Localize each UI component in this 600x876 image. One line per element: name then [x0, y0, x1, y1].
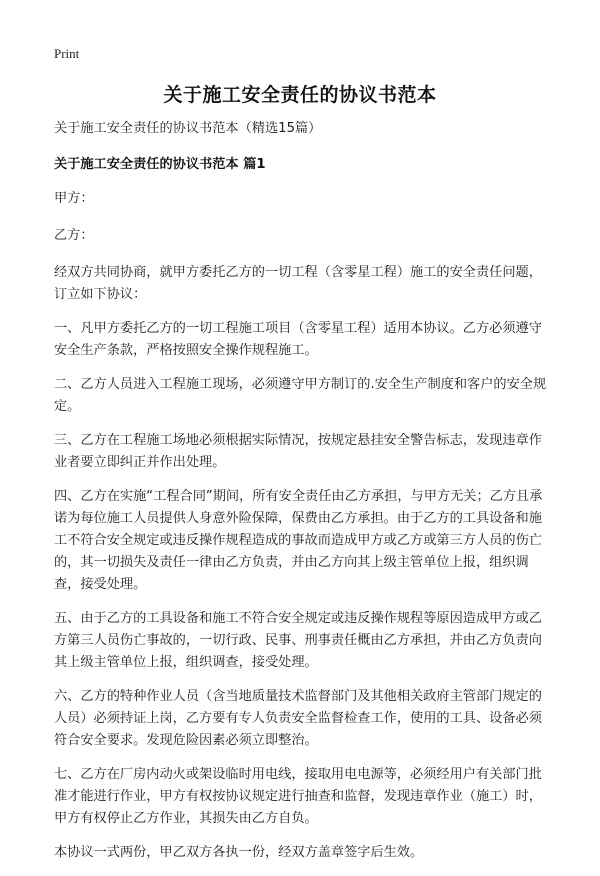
document-title: 关于施工安全责任的协议书范本: [163, 84, 437, 106]
party-b-line: 乙方：: [54, 228, 94, 243]
clause-6-paragraph: 六、乙方的特种作业人员（含当地质量技术监督部门及其他相关政府主管部门规定的人员）必须持证上岗，乙方要有专人负责安全监督检查工作，使用的工具、设备必须符合安全要求。发现危险因素必须立即整治。: [54, 689, 542, 748]
clause-3-paragraph: 三、乙方在工程施工场地必须根据实际情况，按规定悬挂安全警告标志，发现违章作业者要立即纠正并作出处理。: [54, 433, 542, 470]
intro-paragraph: 经双方共同协商，就甲方委托乙方的一切工程（含零星工程）施工的安全责任问题，订立如下协议：: [54, 265, 542, 302]
clause-1-paragraph: 一、凡甲方委托乙方的一切工程施工项目（含零星工程）适用本协议。乙方必须遵守安全生产条款，严格按照安全操作规程施工。: [54, 321, 542, 358]
clause-7-paragraph: 七、乙方在厂房内动火或架设临时用电线，接取用电电源等，必须经用户有关部门批准才能进行作业，甲方有权按协议规定进行抽查和监督，发现违章作业（施工）时，甲方有权停止乙方作业，其损失由乙方自负。: [54, 767, 542, 826]
print-link[interactable]: Print: [54, 46, 80, 61]
party-a-line: 甲方：: [54, 191, 94, 206]
clause-5-paragraph: 五、由于乙方的工具设备和施工不符合安全规定或违反操作规程等原因造成甲方或乙方第三人员伤亡事故的，一切行政、民事、刑事责任概由乙方承担，并由乙方负责向其上级主管单位上报，组织调查，接受处理。: [54, 611, 542, 670]
section-heading: 关于施工安全责任的协议书范本 篇1: [54, 157, 266, 172]
document-subtitle: 关于施工安全责任的协议书范本（精选15篇）: [54, 121, 322, 136]
closing-paragraph: 本协议一式两份，甲乙双方各执一份，经双方盖章签字后生效。: [54, 845, 424, 860]
clause-4-paragraph: 四、乙方在实施“工程合同”期间，所有安全责任由乙方承担，与甲方无关；乙方且承诺为每位施工人员提供人身意外险保障，保费由乙方承担。由于乙方的工具设备和施工不符合安全规定或违反操作规程造成的事故而造成甲方或乙方或第三方人员的伤亡的，其一切损失及责任一律由乙方负责，并由乙方向其上级主管单位上报，组织调查，接受处理。: [54, 489, 543, 592]
document-body: [54, 118, 548, 876]
clause-2-paragraph: 二、乙方人员进入工程施工现场，必须遵守甲方制订的.安全生产制度和客户的安全规定。: [54, 377, 547, 414]
